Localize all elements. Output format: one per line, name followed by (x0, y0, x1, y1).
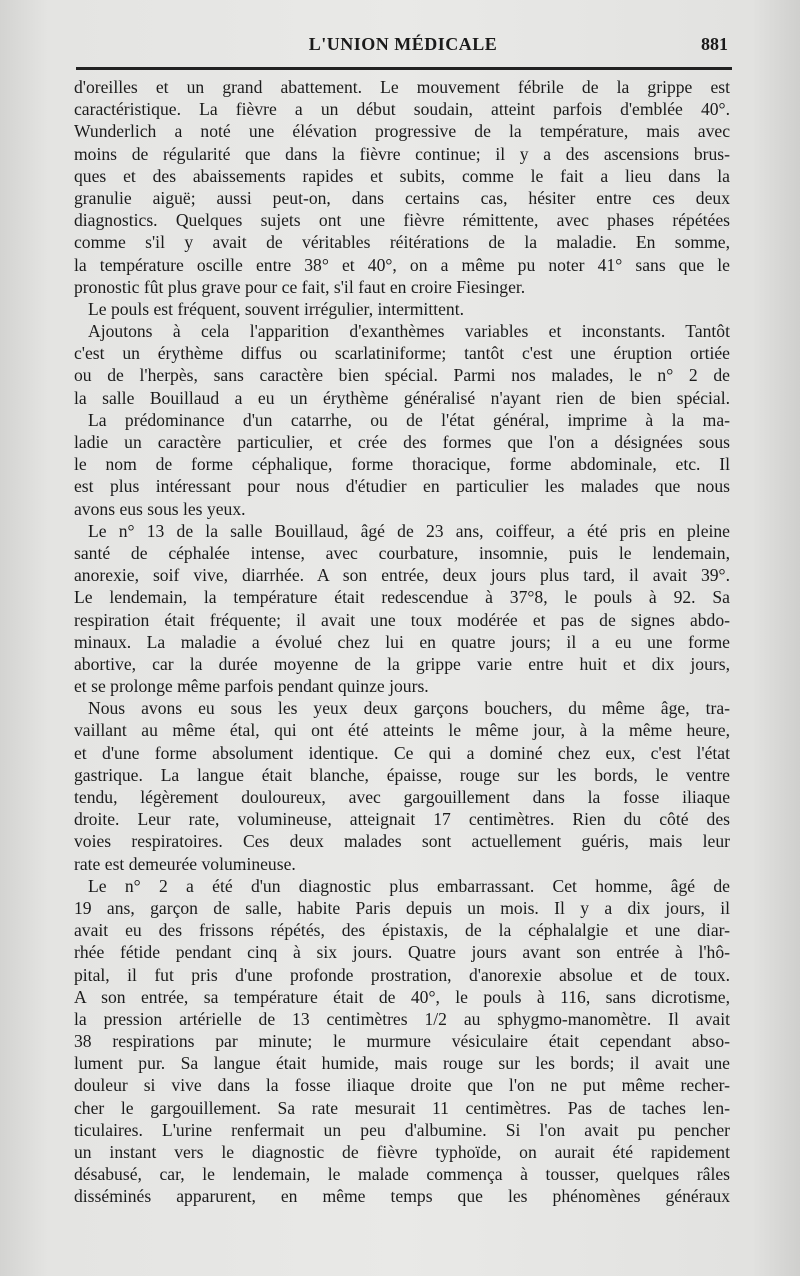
text-line: diagnostics. Quelques sujets ont une fièvre rémittente, avec phases répétées (74, 210, 730, 231)
page-number: 881 (701, 34, 728, 54)
text-line: un instant vers le diagnostic de fièvre typhoïde, on aurait été rapidement (74, 1142, 730, 1162)
text-line: le nom de forme céphalique, forme thoracique, forme abdominale, etc. Il (74, 454, 730, 475)
text-line: A son entrée, sa température était de 40°, le pouls à 116, sans dicrotisme, (74, 986, 730, 1007)
text-line: rate est demeurée volumineuse. (74, 853, 296, 874)
text-line: vaillant au même étal, qui ont été atteints le même jour, à la même heure, (74, 720, 730, 741)
body-text (74, 76, 730, 1208)
text-line: d'oreilles et un grand abattement. Le mouvement fébrile de la grippe est (74, 77, 730, 97)
text-line: moins de régularité que dans la fièvre continue; il y a des ascensions brus- (74, 143, 730, 164)
text-line: la pression artérielle de 13 centimètres 1/2 au sphygmo-manomètre. Il avait (74, 1008, 730, 1029)
text-line: avons eus sous les yeux. (74, 498, 246, 519)
text-line: Le n° 13 de la salle Bouillaud, âgé de 23 ans, coiffeur, a été pris en pleine (88, 520, 730, 541)
running-title: L'UNION MÉDICALE (308, 34, 498, 54)
text-line: Le n° 2 a été d'un diagnostic plus embarrassant. Cet homme, âgé de (88, 875, 730, 896)
text-line: La prédominance d'un catarrhe, ou de l'état général, imprime à la ma- (88, 409, 730, 430)
text-line: granulie aiguë; aussi peut-on, dans certains cas, hésiter entre ces deux (74, 187, 730, 208)
text-line: pital, il fut pris d'une profonde prostration, d'anorexie absolue et de toux. (74, 964, 730, 985)
text-line: tendu, légèrement douloureux, avec gargouillement dans la fosse iliaque (74, 787, 730, 807)
text-line: la température oscille entre 38° et 40°, on a même pu noter 41° sans que le (74, 254, 730, 275)
text-line: c'est un érythème diffus ou scarlatiniforme; tantôt c'est une éruption ortiée (74, 343, 730, 364)
text-line: abortive, car la durée moyenne de la grippe varie entre huit et dix jours, (74, 653, 730, 674)
header-rule (76, 67, 732, 70)
text-line: voies respiratoires. Ces deux malades sont actuellement guéris, mais leur (74, 831, 730, 852)
text-line: ques et des abaissements rapides et subits, comme le fait a lieu dans la (74, 165, 730, 186)
text-line: droite. Leur rate, volumineuse, atteignait 17 centimètres. Rien du côté des (74, 809, 730, 830)
text-line: rhée fétide pendant cinq à six jours. Quatre jours avant son entrée à l'hô- (74, 942, 730, 963)
text-line: ladie un caractère particulier, et crée des formes que l'on a désignées sous (74, 432, 730, 452)
text-line: douleur si vive dans la fosse iliaque droite que l'on ne put même recher- (74, 1075, 730, 1096)
text-line: Le pouls est fréquent, souvent irrégulier, intermittent. (88, 298, 464, 319)
text-line: pronostic fût plus grave pour ce fait, s'il faut en croire Fiesinger. (74, 276, 526, 297)
text-line: Nous avons eu sous les yeux deux garçons bouchers, du même âge, tra- (88, 698, 730, 719)
text-line: et d'une forme absolument identique. Ce qui a dominé chez eux, c'est l'état (74, 742, 730, 763)
text-line: gastrique. La langue était blanche, épaisse, rouge sur les bords, le ventre (74, 764, 730, 785)
text-line: 38 respirations par minute; le murmure vésiculaire était cependant abso- (74, 1031, 730, 1052)
text-line: désabusé, car, le lendemain, le malade commença à tousser, quelques râles (74, 1164, 730, 1185)
text-line: cher le gargouillement. Sa rate mesurait 11 centimètres. Pas de taches len- (74, 1097, 730, 1118)
text-line: 19 ans, garçon de salle, habite Paris depuis un mois. Il y a dix jours, il (74, 897, 730, 918)
text-line: respiration était fréquente; il avait une toux modérée et pas de signes abdo- (74, 609, 730, 630)
text-line: ou de l'herpès, sans caractère bien spécial. Parmi nos malades, le n° 2 de (74, 365, 730, 386)
text-line: et se prolonge même parfois pendant quinze jours. (74, 676, 429, 697)
text-line: est plus intéressant pour nous d'étudier en particulier les malades que nous (74, 476, 730, 497)
text-line: caractéristique. La fièvre a un début soudain, atteint parfois d'emblée 40°. (74, 99, 730, 120)
text-line: Ajoutons à cela l'apparition d'exanthèmes variables et inconstants. Tantôt (88, 321, 730, 342)
text-line: Le lendemain, la température était redescendue à 37°8, le pouls à 92. Sa (74, 587, 730, 608)
text-line: minaux. La maladie a évolué chez lui en quatre jours; il a eu une forme (74, 631, 730, 652)
text-line: Wunderlich a noté une élévation progressive de la température, mais avec (74, 121, 730, 142)
text-line: anorexie, soif vive, diarrhée. A son entrée, deux jours plus tard, il avait 39°. (74, 565, 730, 586)
text-line: ticulaires. L'urine renfermait un peu d'albumine. Si l'on avait pu pencher (74, 1119, 730, 1140)
text-line: la salle Bouillaud a eu un érythème généralisé n'ayant rien de bien spécial. (74, 387, 730, 408)
text-line: lument pur. Sa langue était humide, mais rouge sur les bords; il avait une (74, 1053, 730, 1074)
text-line: comme s'il y avait de véritables réitérations de la maladie. En somme, (74, 232, 730, 253)
text-line: avait eu des frissons répétés, des épistaxis, de la céphalalgie et une diar- (74, 920, 730, 941)
text-line: santé de céphalée intense, avec courbature, insomnie, puis le lendemain, (74, 542, 730, 563)
page-header (78, 34, 728, 64)
text-line: disséminés apparurent, en même temps que les phénomènes généraux (74, 1186, 730, 1207)
